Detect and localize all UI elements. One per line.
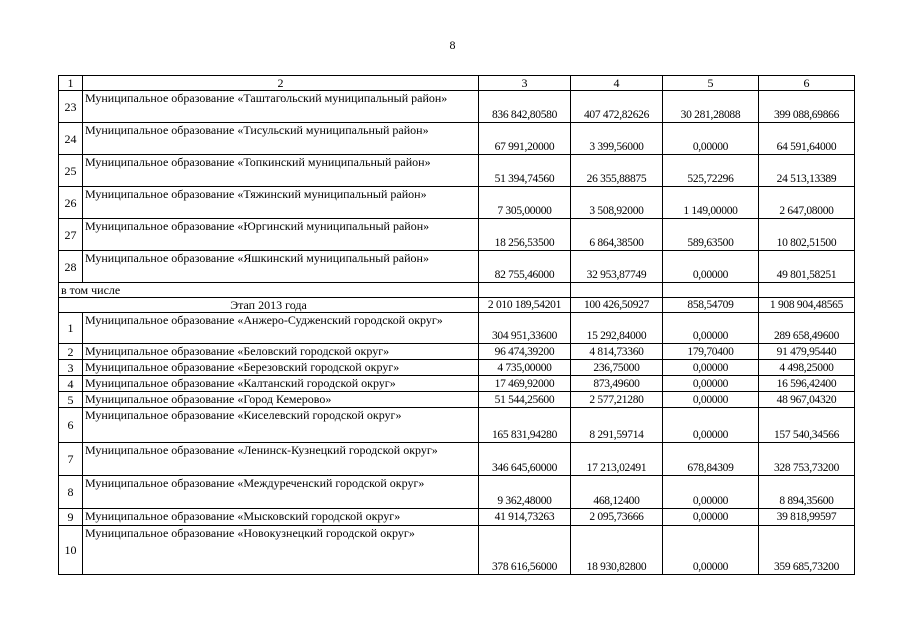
- header-col-2: 2: [83, 76, 479, 91]
- stage-col-3: 2 010 189,54201: [479, 298, 571, 313]
- cell-col-6: 91 479,95440: [759, 344, 855, 360]
- cell-col-6: 328 753,73200: [759, 443, 855, 476]
- cell-col-3: 51 394,74560: [479, 155, 571, 187]
- row-number: 5: [59, 392, 83, 408]
- municipality-name: Муниципальное образование «Мысковский городской округ»: [83, 509, 479, 526]
- municipality-name: Муниципальное образование «Беловский городской округ»: [83, 344, 479, 360]
- cell-col-5: 525,72296: [663, 155, 759, 187]
- cell-col-6: 64 591,64000: [759, 123, 855, 155]
- cell-col-5: 0,00000: [663, 526, 759, 575]
- row-number: 1: [59, 313, 83, 344]
- budget-table: [58, 75, 855, 575]
- cell-col-3: 67 991,20000: [479, 123, 571, 155]
- cell-col-4: 873,49600: [571, 376, 663, 392]
- row-number: 10: [59, 526, 83, 575]
- cell-col-6: 10 802,51500: [759, 219, 855, 251]
- header-col-1: 1: [59, 76, 83, 91]
- cell-col-3: 96 474,39200: [479, 344, 571, 360]
- municipality-name: Муниципальное образование «Город Кемерово»: [83, 392, 479, 408]
- stage-row: [59, 298, 855, 313]
- cell-col-4: 26 355,88875: [571, 155, 663, 187]
- stage-col-5: 858,54709: [663, 298, 759, 313]
- cell-col-5: 589,63500: [663, 219, 759, 251]
- row-number: 28: [59, 251, 83, 283]
- municipality-name: Муниципальное образование «Междуреченский городской округ»: [83, 476, 479, 509]
- municipality-name: Муниципальное образование «Юргинский муниципальный район»: [83, 219, 479, 251]
- cell-col-4: 468,12400: [571, 476, 663, 509]
- cell-col-6: 24 513,13389: [759, 155, 855, 187]
- cell-col-4: 17 213,02491: [571, 443, 663, 476]
- table-row: [59, 219, 855, 251]
- table-row: [59, 360, 855, 376]
- header-col-6: 6: [759, 76, 855, 91]
- cell-col-4: 6 864,38500: [571, 219, 663, 251]
- cell-col-4: 2 577,21280: [571, 392, 663, 408]
- cell-col-5: 678,84309: [663, 443, 759, 476]
- cell-col-4: 407 472,82626: [571, 91, 663, 123]
- table-row: [59, 123, 855, 155]
- cell-col-6: 157 540,34566: [759, 408, 855, 443]
- empty-cell: [663, 283, 759, 298]
- row-number: 25: [59, 155, 83, 187]
- row-number: 7: [59, 443, 83, 476]
- cell-col-3: 4 735,00000: [479, 360, 571, 376]
- row-number: 6: [59, 408, 83, 443]
- cell-col-5: 0,00000: [663, 408, 759, 443]
- table-row: [59, 155, 855, 187]
- municipality-name: Муниципальное образование «Тяжинский муниципальный район»: [83, 187, 479, 219]
- cell-col-6: 289 658,49600: [759, 313, 855, 344]
- row-number: 24: [59, 123, 83, 155]
- subtotal-row: [59, 283, 855, 298]
- cell-col-6: 49 801,58251: [759, 251, 855, 283]
- cell-col-6: 2 647,08000: [759, 187, 855, 219]
- cell-col-3: 378 616,56000: [479, 526, 571, 575]
- table-row: [59, 443, 855, 476]
- table-row: [59, 408, 855, 443]
- table-row: [59, 509, 855, 526]
- municipality-name: Муниципальное образование «Ленинск-Кузнецкий городской округ»: [83, 443, 479, 476]
- row-number: 23: [59, 91, 83, 123]
- cell-col-5: 179,70400: [663, 344, 759, 360]
- cell-col-4: 2 095,73666: [571, 509, 663, 526]
- cell-col-6: 39 818,99597: [759, 509, 855, 526]
- municipality-name: Муниципальное образование «Тисульский муниципальный район»: [83, 123, 479, 155]
- cell-col-3: 7 305,00000: [479, 187, 571, 219]
- table-row: [59, 526, 855, 575]
- cell-col-5: 0,00000: [663, 392, 759, 408]
- empty-cell: [479, 283, 571, 298]
- municipality-name: Муниципальное образование «Киселевский городской округ»: [83, 408, 479, 443]
- empty-cell: [571, 283, 663, 298]
- cell-col-5: 0,00000: [663, 313, 759, 344]
- municipality-name: Муниципальное образование «Березовский городской округ»: [83, 360, 479, 376]
- cell-col-4: 3 399,56000: [571, 123, 663, 155]
- header-col-3: 3: [479, 76, 571, 91]
- cell-col-5: 0,00000: [663, 360, 759, 376]
- stage-col-6: 1 908 904,48565: [759, 298, 855, 313]
- cell-col-5: 0,00000: [663, 476, 759, 509]
- table-row: [59, 251, 855, 283]
- empty-cell: [759, 283, 855, 298]
- table-row: [59, 91, 855, 123]
- municipality-name: Муниципальное образование «Калтанский городской округ»: [83, 376, 479, 392]
- cell-col-6: 359 685,73200: [759, 526, 855, 575]
- cell-col-5: 30 281,28088: [663, 91, 759, 123]
- table-row: [59, 344, 855, 360]
- row-number: 27: [59, 219, 83, 251]
- cell-col-3: 346 645,60000: [479, 443, 571, 476]
- page-number: 8: [449, 38, 456, 52]
- cell-col-4: 4 814,73360: [571, 344, 663, 360]
- cell-col-5: 0,00000: [663, 376, 759, 392]
- cell-col-3: 41 914,73263: [479, 509, 571, 526]
- municipality-name: Муниципальное образование «Новокузнецкий городской округ»: [83, 526, 479, 575]
- cell-col-3: 836 842,80580: [479, 91, 571, 123]
- table-row: [59, 376, 855, 392]
- header-col-4: 4: [571, 76, 663, 91]
- cell-col-4: 236,75000: [571, 360, 663, 376]
- cell-col-3: 51 544,25600: [479, 392, 571, 408]
- cell-col-4: 15 292,84000: [571, 313, 663, 344]
- stage-label: Этап 2013 года: [59, 298, 479, 313]
- subtotal-label: в том числе: [59, 283, 479, 298]
- cell-col-4: 18 930,82800: [571, 526, 663, 575]
- row-number: 26: [59, 187, 83, 219]
- table-row: [59, 187, 855, 219]
- row-number: 2: [59, 344, 83, 360]
- cell-col-5: 1 149,00000: [663, 187, 759, 219]
- cell-col-4: 32 953,87749: [571, 251, 663, 283]
- cell-col-4: 8 291,59714: [571, 408, 663, 443]
- cell-col-3: 165 831,94280: [479, 408, 571, 443]
- row-number: 8: [59, 476, 83, 509]
- municipality-name: Муниципальное образование «Анжеро-Судженский городской округ»: [83, 313, 479, 344]
- cell-col-3: 9 362,48000: [479, 476, 571, 509]
- cell-col-6: 16 596,42400: [759, 376, 855, 392]
- cell-col-3: 18 256,53500: [479, 219, 571, 251]
- row-number: 3: [59, 360, 83, 376]
- cell-col-3: 17 469,92000: [479, 376, 571, 392]
- cell-col-5: 0,00000: [663, 509, 759, 526]
- municipality-name: Муниципальное образование «Топкинский муниципальный район»: [83, 155, 479, 187]
- header-col-5: 5: [663, 76, 759, 91]
- table-row: [59, 313, 855, 344]
- table-row: [59, 392, 855, 408]
- cell-col-3: 304 951,33600: [479, 313, 571, 344]
- municipality-name: Муниципальное образование «Таштагольский муниципальный район»: [83, 91, 479, 123]
- cell-col-6: 8 894,35600: [759, 476, 855, 509]
- cell-col-4: 3 508,92000: [571, 187, 663, 219]
- cell-col-6: 48 967,04320: [759, 392, 855, 408]
- cell-col-6: 399 088,69866: [759, 91, 855, 123]
- header-row: [59, 76, 855, 91]
- municipality-name: Муниципальное образование «Яшкинский муниципальный район»: [83, 251, 479, 283]
- row-number: 4: [59, 376, 83, 392]
- cell-col-5: 0,00000: [663, 123, 759, 155]
- table-row: [59, 476, 855, 509]
- stage-col-4: 100 426,50927: [571, 298, 663, 313]
- cell-col-3: 82 755,46000: [479, 251, 571, 283]
- cell-col-6: 4 498,25000: [759, 360, 855, 376]
- cell-col-5: 0,00000: [663, 251, 759, 283]
- row-number: 9: [59, 509, 83, 526]
